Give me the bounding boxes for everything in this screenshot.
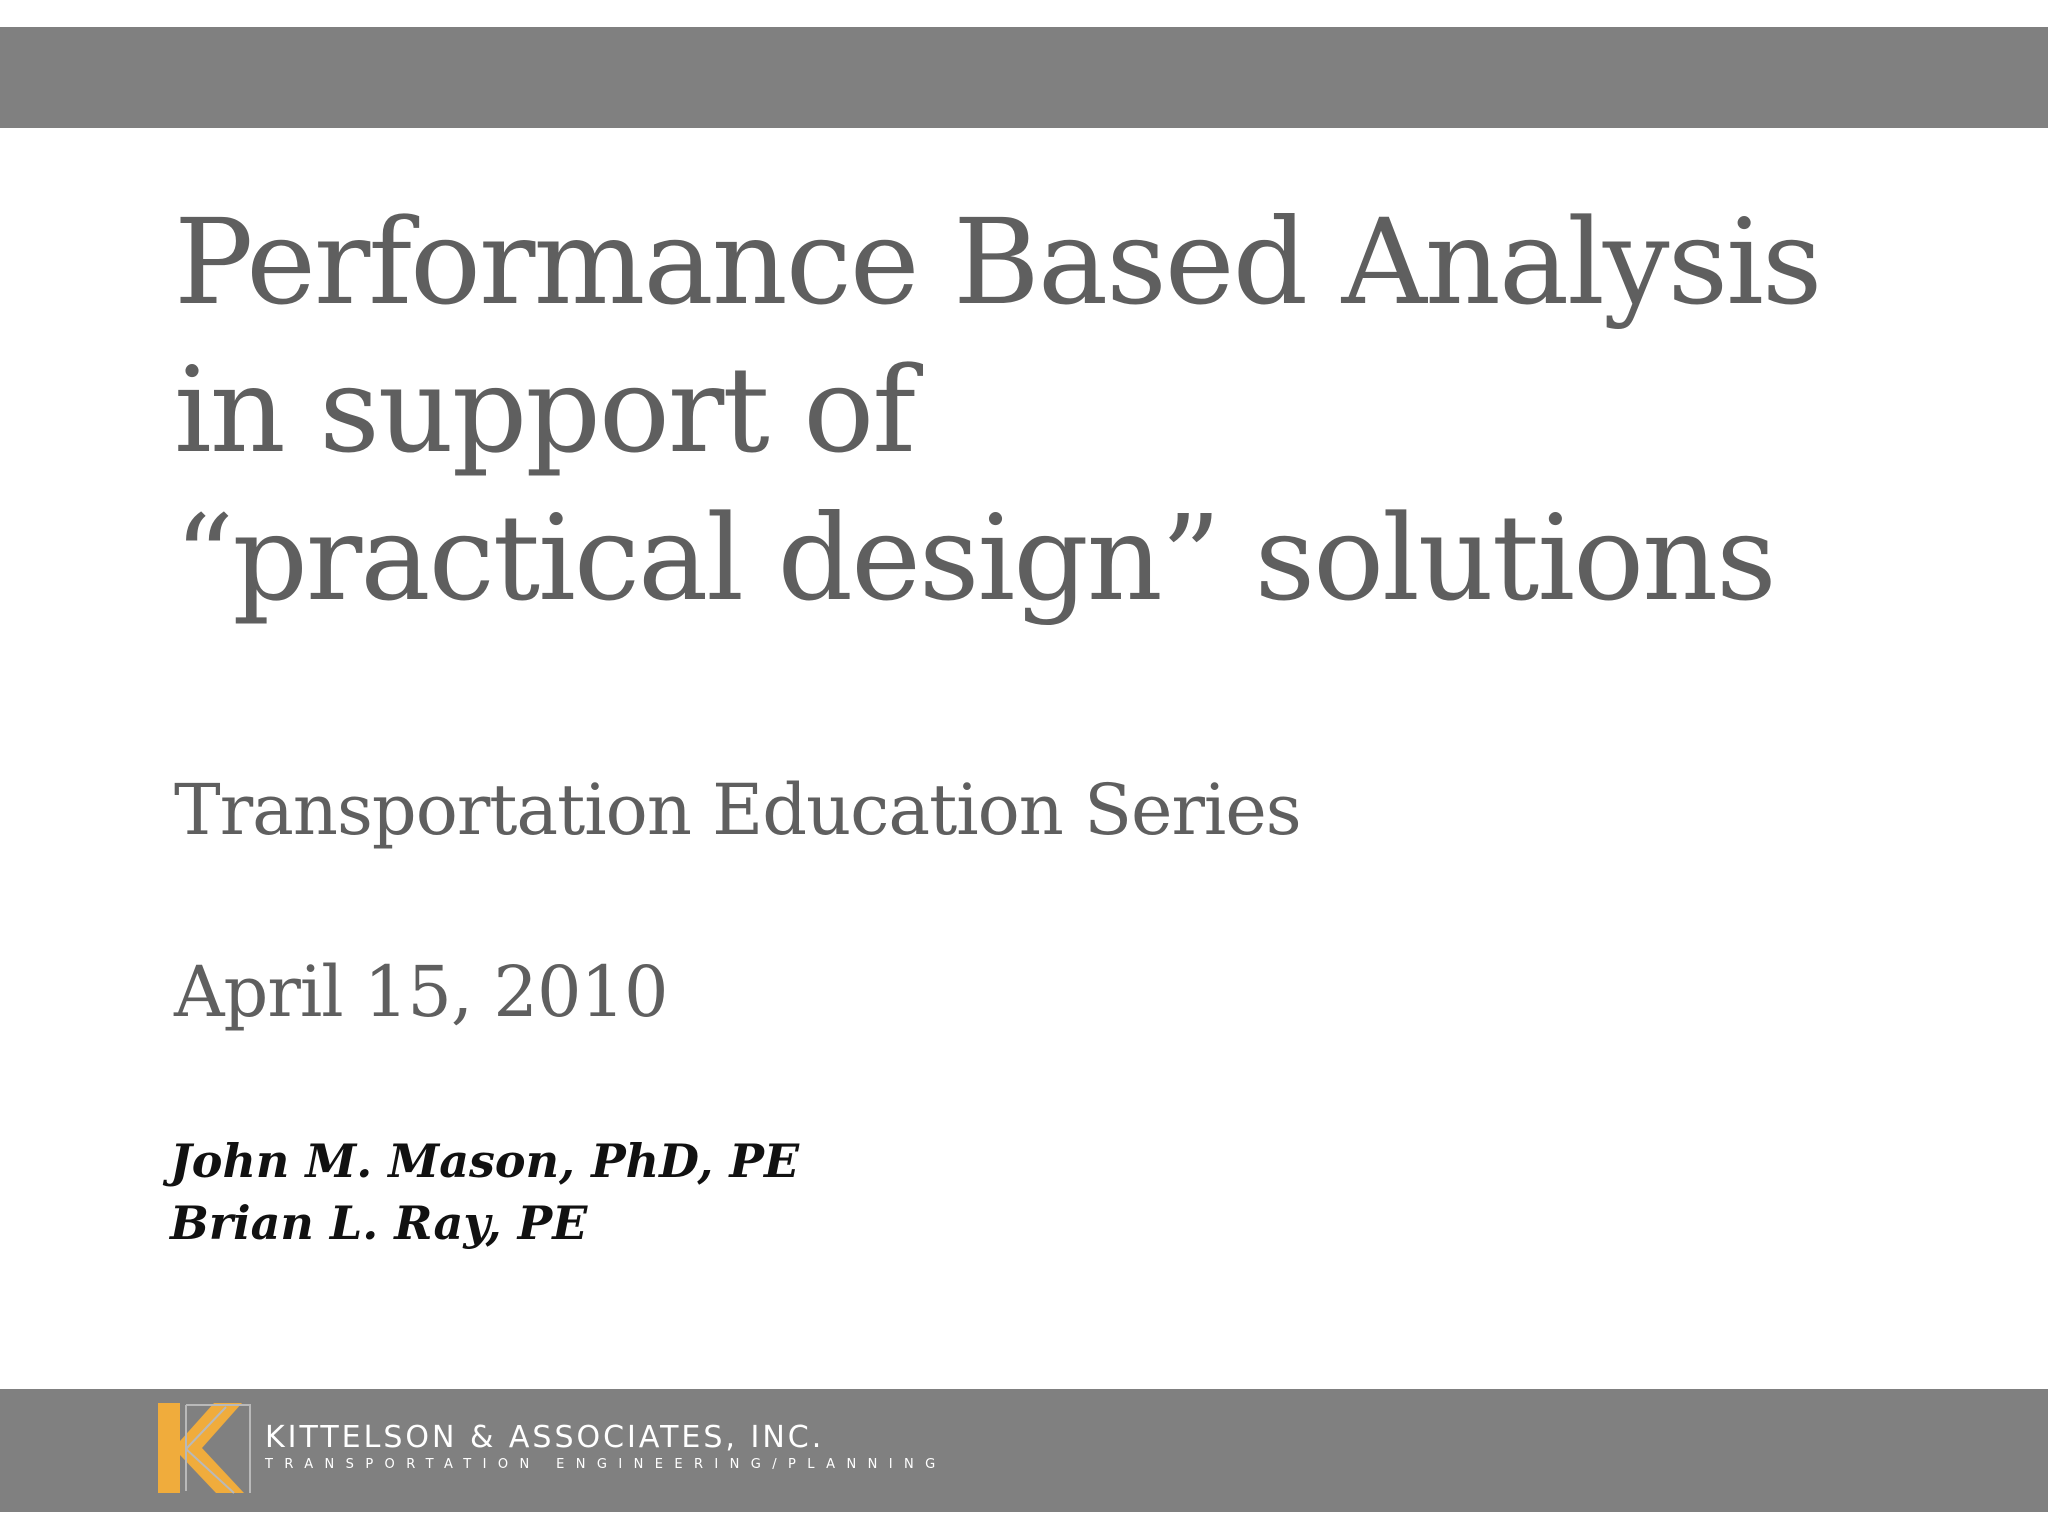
company-name: KITTELSON & ASSOCIATES, INC. xyxy=(265,1420,825,1455)
slide-subtitle: Transportation Education Series xyxy=(174,769,1301,851)
kittelson-k-logo-icon xyxy=(156,1401,251,1495)
presentation-date: April 15, 2010 xyxy=(174,951,668,1033)
author-2: Brian L. Ray, PE xyxy=(170,1196,588,1250)
top-header-band xyxy=(0,27,2048,128)
author-1: John M. Mason, PhD, PE xyxy=(170,1134,800,1188)
title-line-1: Performance Based Analysis xyxy=(174,193,1821,331)
slide-title xyxy=(174,188,1820,632)
author-list xyxy=(170,1130,799,1254)
company-tagline: TRANSPORTATION ENGINEERING/PLANNING xyxy=(265,1457,947,1472)
title-line-2: in support of xyxy=(174,341,914,479)
title-line-3: “practical design” solutions xyxy=(174,489,1775,627)
